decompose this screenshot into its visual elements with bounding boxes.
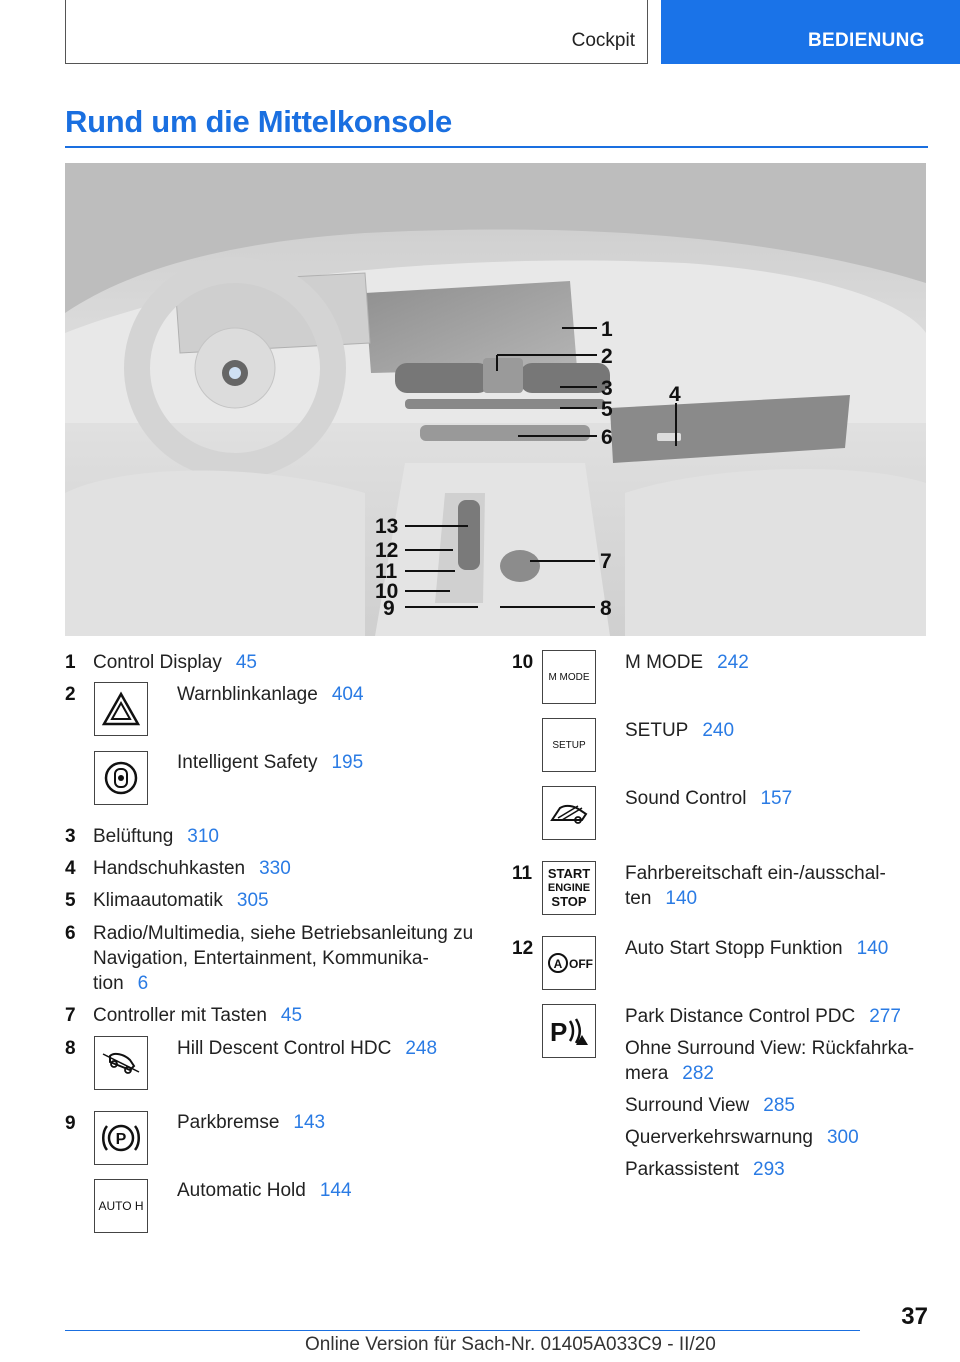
item-label-line: Radio/Multimedia, siehe Betriebsanleitung zu bbox=[93, 923, 474, 944]
page-reference: 240 bbox=[702, 720, 735, 741]
callout-10: 10 bbox=[375, 580, 399, 603]
item-label: Warnblinkanlage bbox=[177, 684, 318, 705]
header-chapter-tab bbox=[661, 0, 960, 64]
surround-view-entry bbox=[625, 1093, 925, 1118]
cross-traffic-entry bbox=[625, 1125, 925, 1150]
page-reference: 293 bbox=[753, 1159, 785, 1180]
item-label: Hill Descent Control HDC bbox=[177, 1038, 392, 1059]
item-label: Park Distance Control PDC bbox=[625, 1006, 856, 1027]
callout-1: 1 bbox=[601, 318, 613, 341]
item-number: 8 bbox=[65, 1038, 76, 1059]
legend-item-2b bbox=[177, 750, 363, 775]
page-reference: 300 bbox=[826, 1127, 859, 1148]
footer-divider bbox=[65, 1330, 860, 1331]
svg-text:P: P bbox=[550, 1017, 568, 1047]
callout-2: 2 bbox=[601, 345, 613, 368]
item-label: Auto Start Stopp Funktion bbox=[625, 938, 843, 959]
legend-item-10c bbox=[625, 786, 792, 811]
page-reference: 330 bbox=[259, 858, 291, 879]
item-label: Intelligent Safety bbox=[177, 752, 318, 773]
callout-9: 9 bbox=[383, 597, 395, 620]
hazard-warning-icon bbox=[94, 682, 148, 736]
cockpit-photo bbox=[65, 163, 926, 636]
auto-start-stop-off-icon bbox=[542, 936, 596, 990]
item-label-line: tion bbox=[93, 973, 124, 994]
pdc-entry bbox=[625, 1004, 925, 1029]
page-reference: 143 bbox=[293, 1112, 326, 1133]
item-number: 3 bbox=[65, 826, 76, 847]
callout-6: 6 bbox=[601, 426, 613, 449]
page-reference: 195 bbox=[331, 752, 364, 773]
legend-item-9a bbox=[177, 1110, 325, 1135]
header-section-label: Cockpit bbox=[571, 30, 635, 51]
page-reference: 248 bbox=[405, 1038, 438, 1059]
item-number: 9 bbox=[65, 1113, 76, 1134]
m-mode-icon-text: M MODE bbox=[548, 671, 590, 683]
item-label-line: Navigation, Entertainment, Kommunika- bbox=[93, 948, 429, 969]
start-text: START bbox=[547, 866, 591, 881]
page-reference: 45 bbox=[235, 652, 257, 673]
setup-icon-text: SETUP bbox=[552, 739, 586, 751]
page-reference: 285 bbox=[763, 1095, 795, 1116]
item-label: Parkbremse bbox=[177, 1112, 280, 1133]
stop-text: STOP bbox=[551, 894, 587, 909]
item-label-line: mera bbox=[625, 1063, 669, 1084]
off-text: OFF bbox=[569, 957, 593, 971]
callout-11: 11 bbox=[375, 560, 398, 583]
page-reference: 277 bbox=[869, 1006, 901, 1027]
item-label-line: Ohne Surround View: Rückfahrka- bbox=[625, 1038, 915, 1059]
item-label: Klimaautomatik bbox=[93, 890, 223, 911]
legend-item-8a bbox=[177, 1036, 437, 1061]
item-number: 5 bbox=[65, 890, 76, 911]
start-stop-button-icon bbox=[542, 861, 596, 915]
callout-13: 13 bbox=[375, 515, 399, 538]
item-number: 6 bbox=[65, 923, 76, 944]
item-label: Control Display bbox=[93, 652, 222, 673]
setup-icon bbox=[542, 718, 596, 772]
header-chapter-label: BEDIENUNG bbox=[808, 30, 925, 51]
item-label-line: Fahrbereitschaft ein-/ausschal- bbox=[625, 863, 886, 884]
item-number: 1 bbox=[65, 652, 76, 673]
item-label: Sound Control bbox=[625, 788, 747, 809]
page-reference: 157 bbox=[760, 788, 793, 809]
item-label: Automatic Hold bbox=[177, 1180, 306, 1201]
legend-item-9b bbox=[177, 1178, 352, 1203]
header-section-box bbox=[65, 0, 648, 64]
item-label: Controller mit Tasten bbox=[93, 1005, 267, 1026]
page-reference: 282 bbox=[682, 1063, 714, 1084]
item-label: M MODE bbox=[625, 652, 704, 673]
item-number: 10 bbox=[512, 652, 534, 673]
svg-text:A: A bbox=[553, 957, 563, 971]
legend-item-12a bbox=[625, 936, 888, 961]
item-label: Querverkehrswarnung bbox=[625, 1127, 813, 1148]
page-reference: 305 bbox=[236, 890, 269, 911]
legend-item-10a bbox=[625, 650, 749, 675]
item-number: 2 bbox=[65, 684, 76, 705]
item-label-line: ten bbox=[625, 888, 652, 909]
page-reference: 310 bbox=[187, 826, 219, 847]
callout-12: 12 bbox=[375, 539, 399, 562]
engine-text: ENGINE bbox=[547, 882, 591, 894]
page-reference: 242 bbox=[717, 652, 749, 673]
item-number: 7 bbox=[65, 1005, 76, 1026]
parking-brake-icon bbox=[94, 1111, 148, 1165]
auto-hold-icon-text: AUTO H bbox=[98, 1199, 144, 1213]
park-assistant-entry bbox=[625, 1157, 925, 1182]
page-reference: 6 bbox=[137, 973, 149, 994]
page-reference: 140 bbox=[856, 938, 889, 959]
hill-descent-icon bbox=[94, 1036, 148, 1090]
callout-5: 5 bbox=[601, 398, 613, 421]
sound-control-icon bbox=[542, 786, 596, 840]
auto-hold-icon bbox=[94, 1179, 148, 1233]
callout-4: 4 bbox=[669, 383, 681, 406]
title-divider bbox=[65, 146, 928, 148]
park-assist-icon bbox=[542, 1004, 596, 1058]
callout-3: 3 bbox=[601, 377, 613, 400]
page-reference: 140 bbox=[665, 888, 698, 909]
svg-text:P: P bbox=[115, 1131, 127, 1148]
page-title: Rund um die Mittelkonsole bbox=[65, 104, 452, 139]
callout-7: 7 bbox=[600, 550, 612, 573]
legend-item-11a bbox=[625, 861, 886, 911]
page-reference: 404 bbox=[331, 684, 364, 705]
m-mode-icon bbox=[542, 650, 596, 704]
item-number: 12 bbox=[512, 938, 534, 959]
item-label: Parkassistent bbox=[625, 1159, 740, 1180]
item-label: Surround View bbox=[625, 1095, 750, 1116]
item-label: SETUP bbox=[625, 720, 689, 741]
legend-item-12-group bbox=[625, 1004, 925, 1182]
callout-8: 8 bbox=[600, 597, 612, 620]
page-reference: 45 bbox=[280, 1005, 303, 1026]
page-reference: 144 bbox=[319, 1180, 352, 1201]
legend-item-2a bbox=[177, 682, 364, 707]
footer-version-text: Online Version für Sach-Nr. 01405A033C9 - II/20 bbox=[305, 1334, 716, 1355]
item-number: 11 bbox=[512, 863, 533, 884]
cockpit-illustration bbox=[65, 163, 926, 636]
legend-item-10b bbox=[625, 718, 734, 743]
intelligent-safety-icon bbox=[94, 751, 148, 805]
item-number: 4 bbox=[65, 858, 76, 879]
item-label: Handschuhkasten bbox=[93, 858, 246, 879]
page-number: 37 bbox=[901, 1303, 928, 1330]
item-label: Belüftung bbox=[93, 826, 174, 847]
